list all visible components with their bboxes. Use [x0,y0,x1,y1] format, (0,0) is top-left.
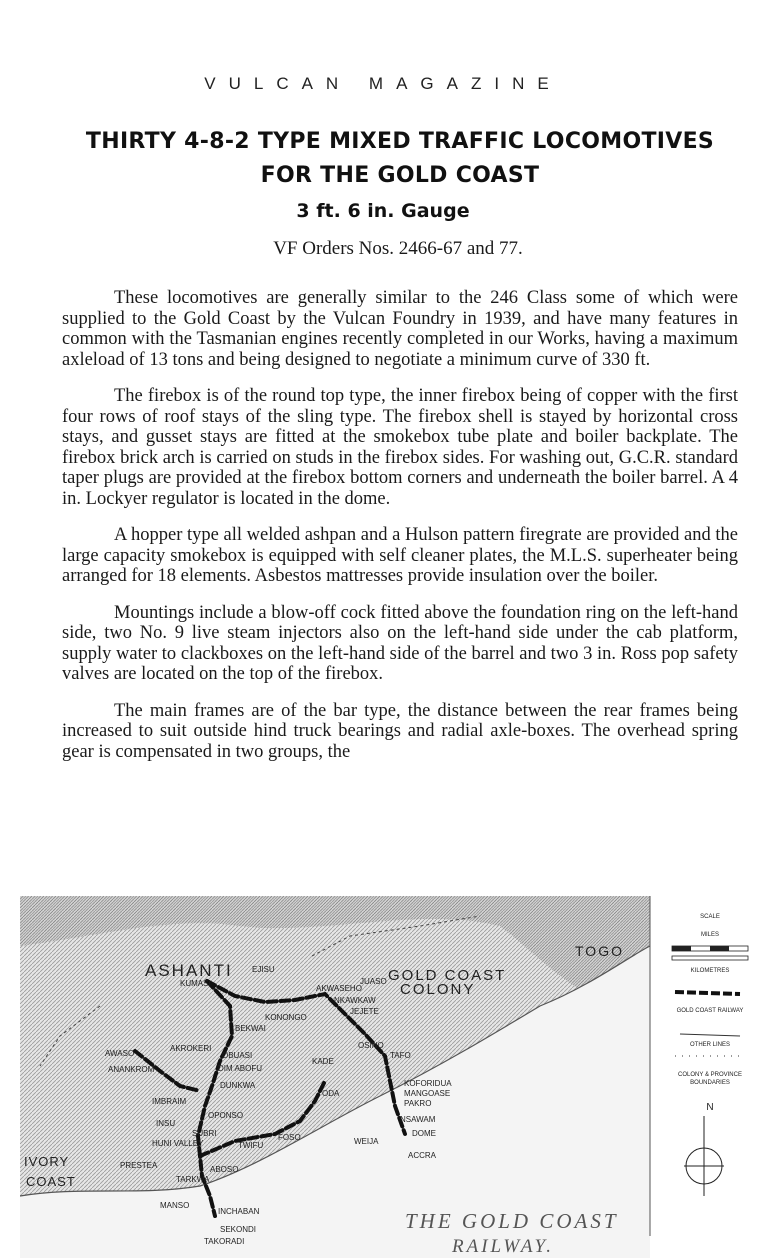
region-label: COAST [26,1174,76,1189]
scale-bar-km [672,956,748,960]
map-caption: THE GOLD COAST [405,1209,619,1233]
masthead: VULCAN MAGAZINE [204,74,562,93]
town-label: TAFO [390,1051,411,1060]
town-label: OBUASI [222,1051,253,1060]
paragraph: Mountings include a blow-off cock fitted above the foundation ring on the left-hand side, two No. 9 live steam injectors also on the left-hand side under the cab platform, supply water to clackboxes on the left-hand side of the barrel and two 3 in. Ross pop safety valves are located on the top of the firebox. [62,602,738,684]
town-label: SEKONDI [220,1225,257,1234]
town-label: EJISU [252,965,275,974]
legend-railway: GOLD COAST RAILWAY [676,1008,744,1014]
legend-boundaries: COLONY & PROVINCE [678,1072,742,1078]
legend-kilometres: KILOMETRES [690,968,730,974]
town-label: OPONSO [208,1111,244,1120]
town-label: WEIJA [354,1137,379,1146]
paragraph: The main frames are of the bar type, the distance between the rear frames being increased to suit outside hind truck bearings and radial axle-boxes. The overhead spring gear is compensated in two groups, the [62,700,738,762]
town-label: IMBRAIM [152,1097,187,1106]
paragraph: These locomotives are generally similar to the 246 Class some of which were supplied to the Gold Coast by the Vulcan Foundry in 1939, and have many features in common with the Tasmanian engines recently completed in our Works, having a maximum axleload of 13 tons and being designed to negotiate a minimum curve of 330 ft. [62,288,738,370]
region-label: TOGO [575,943,624,959]
region-label: ASHANTI [145,961,233,980]
paragraph: A hopper type all welded ashpan and a Hulson pattern firegrate are provided and the large capacity smokebox is equipped with self cleaner plates, the M.L.S. superheater being arranged for 18 elements. Asbestos mattresses provide insulation over the boiler. [62,525,738,586]
town-label: ABOSO [210,1165,239,1174]
town-label: TAKORADI [204,1237,245,1246]
town-label: INCHABAN [218,1207,260,1216]
legend-boundaries: BOUNDARIES [690,1080,730,1086]
orders-line: VF Orders Nos. 2466-67 and 77. [273,238,523,259]
town-label: KADE [312,1057,334,1066]
town-label: INSU [156,1119,176,1128]
town-label: NKAWKAW [334,996,376,1005]
town-label: TARKWA [176,1175,210,1184]
town-label: MANGOASE [404,1089,451,1098]
town-label: KOFORIDUA [404,1079,452,1088]
map-caption: RAILWAY. [452,1236,555,1257]
scale-bar-segment [672,946,691,951]
region-label: COLONY [400,981,476,998]
town-label: BEKWAI [235,1024,266,1033]
legend-north: N [706,1102,714,1113]
town-label: PAKRO [404,1099,432,1108]
town-label: OSINO [358,1041,384,1050]
legend-miles: MILES [700,932,720,938]
article-title-line-2: FOR THE GOLD COAST [260,163,540,188]
town-label: KONONGO [265,1013,307,1022]
town-label: AWASO [105,1049,135,1058]
town-label: ACCRA [408,1151,437,1160]
gold-coast-railway-map [20,896,766,1258]
town-label: AKWASEHO [316,984,362,993]
town-label: PRESTEA [120,1161,158,1170]
town-label: ODA [322,1089,340,1098]
town-label: JEJETE [350,1007,379,1016]
town-label: KUMASI [180,979,211,988]
town-label: SUBRI [192,1129,217,1138]
town-label: MANSO [160,1201,190,1210]
region-label: GOLD COAST [388,967,507,984]
scale-bar-segment [710,946,729,951]
town-label: JUASO [360,977,387,986]
article-title-line-1: THIRTY 4-8-2 TYPE MIXED TRAFFIC LOCOMOTIVES [85,129,715,154]
town-label: ANANKROM [108,1065,155,1074]
town-label: NSAWAM [400,1115,436,1124]
gauge-subtitle: 3 ft. 6 in. Gauge [296,200,470,222]
town-label: DIM ABOFU [218,1064,263,1073]
legend-scale: SCALE [700,914,720,920]
region-label: IVORY [24,1154,70,1169]
town-label: DUNKWA [220,1081,256,1090]
town-label: DOME [412,1129,436,1138]
town-label: FOSO [278,1133,301,1142]
paragraph: The firebox is of the round top type, the inner firebox being of copper with the first four rows of roof stays of the sling type. The firebox shell is stayed by horizontal cross stays, and gusset stays are fitted at the smokebox tube plate and boiler backplate. The firebox brick arch is carried on studs in the firebox sides. For washing out, G.C.R. standard taper plugs are provided at the firebox bottom corners and underneath the boiler barrel. A 4 in. Lockyer regulator is located in the dome. [62,386,738,509]
article-title [40,125,760,193]
article-body [62,288,738,778]
town-label: AKROKERI [170,1044,212,1053]
town-label: TWIFU [238,1141,264,1150]
legend-other-lines: OTHER LINES [689,1042,731,1048]
town-label: HUNI VALLEY [152,1139,204,1148]
